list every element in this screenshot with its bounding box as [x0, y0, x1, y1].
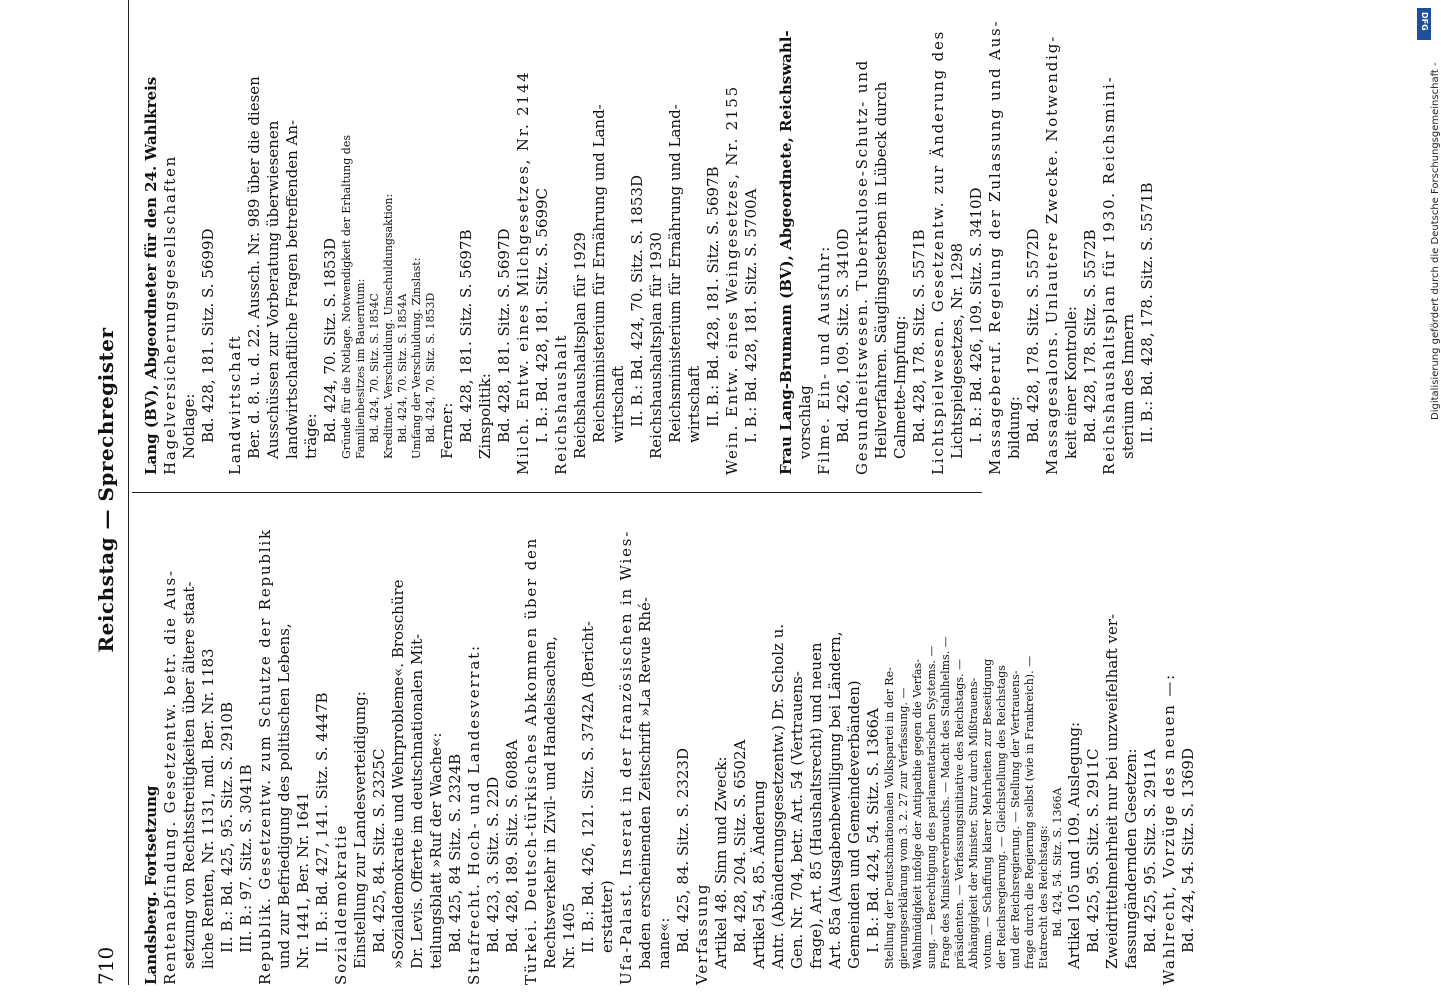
digitization-note: Digitalisierung gefördert durch die Deutsche Forschungsgemeinschaft - [1430, 62, 1441, 420]
right-column-line: I. B.: Bd. 428, 181. Sitz. S. 5700A [742, 188, 760, 443]
page-header [90, 0, 130, 985]
left-column-line: Stellung der Deutschnationalen Volkspartei in der Re- [883, 667, 896, 969]
left-column-line: Frage des Ministerverbrauchs. — Macht des Stahlhelms. — [939, 636, 952, 969]
right-column-line: bildung: [1005, 396, 1023, 459]
left-column-line: II. B.: Bd. 427, 141. Sitz. S. 4447B [313, 692, 331, 953]
right-column-line: Notlage: [180, 393, 198, 459]
left-column-line: II. B.: Bd. 425, 95. Sitz. S. 2910B [218, 702, 236, 953]
right-column-line: Bd. 424, 70. Sitz. S. 1854C [368, 293, 381, 443]
left-column-line: Bd. 425, 95. Sitz. S. 2911C [1084, 748, 1102, 953]
column-divider [132, 492, 982, 493]
right-column-line: Umfang der Verschuldung. Zinslast: [410, 257, 423, 459]
left-column-line: und zur Befriedigung des politischen Lebens, [275, 623, 293, 969]
left-column [142, 515, 1198, 985]
right-column-line: Filme. Ein- und Ausfuhr: [815, 244, 833, 475]
running-head: Reichstag — Sprechregister [94, 327, 118, 653]
right-column-line: Bd. 424, 70. Sitz. S. 1854A [396, 293, 409, 443]
right-column-line: Bd. 428, 178. Sitz. S. 5571B [910, 229, 928, 443]
page-number: 710 [94, 946, 118, 985]
right-column-line: Reichshaushaltsplan für 1929 [571, 232, 589, 459]
right-column-line: wirtschaft [609, 365, 627, 443]
left-column-line: Bd. 425, 84. Sitz. S. 2323D [674, 748, 692, 953]
right-column-line: II. B.: Bd. 424, 70. Sitz. S. 1853D [628, 175, 646, 427]
left-column-line: Artikel 48. Sinn und Zweck: [712, 756, 730, 969]
left-column-line: liche Renten, Nr. 1131, mdl. Ber. Nr. 1183 [199, 648, 217, 969]
right-column-line: Bd. 424, 70. Sitz. S. 1853D [424, 292, 437, 443]
right-column-line: I. B.: Bd. 426, 109. Sitz. S. 3410D [967, 187, 985, 443]
left-column-line: votum. — Schaffung klarer Mehrheiten zur Beseitigung [981, 658, 994, 969]
left-column-line: fassungändernden Gesetzen: [1122, 748, 1140, 969]
right-column-line: Heilverfahren. Säuglingssterben in Lübeck durch [872, 81, 890, 459]
right-column-line: Reichsministerium für Ernährung und Land- [590, 104, 608, 443]
right-column-line [218, 5, 226, 475]
left-column-line: Wahlmüdigkeit infolge der Antipathie gegen die Verfas- [911, 659, 924, 969]
left-column-line: Bd. 428, 189. Sitz. S. 6088A [503, 739, 521, 953]
left-column-line: Gen. Nr. 704, betr. Art. 54 (Vertrauens- [788, 671, 806, 969]
right-column-line: Massagesalons. Unlautere Zwecke. Notwendig- [1043, 35, 1061, 475]
left-column-line: setzung von Rechtsstreitigkeiten über ältere staat- [180, 581, 198, 969]
right-column-line: sterium des Innern [1119, 313, 1137, 459]
right-column-line: träge: [302, 413, 320, 459]
right-column-line: Ber. d. 8. u. d. 22. Aussch. Nr. 989 über die diesen [245, 76, 263, 459]
right-column-line: Bd. 428, 181. Sitz. S. 5697D [495, 228, 513, 443]
right-column-line: landwirtschaftliche Fragen betreffenden An- [283, 119, 301, 459]
right-column-line: vorschlag [796, 385, 814, 459]
left-column-line: Sozialdemokratie [332, 823, 350, 985]
left-column-line: Bd. 428, 204. Sitz. S. 6502A [731, 739, 749, 953]
right-column-line: Ferner: [438, 402, 456, 459]
left-column-line: Artikel 54, 85. Änderung [750, 780, 768, 969]
right-column-line: Ausschüssen zur Vorberatung überwiesenen [264, 120, 282, 459]
left-column-line: Strafrecht. Hoch- und Landesverrat: [465, 644, 483, 985]
right-column-line: Frau Lang-Brumann (BV), Abgeordnete, Reichswahl- [777, 30, 795, 475]
dfg-logo [1417, 8, 1431, 40]
right-column-line: Landwirtschaft [226, 334, 244, 475]
right-column-line: Calmette-Impfung: [891, 315, 909, 459]
right-column-line: Wein. Entw. eines Weingesetzes, Nr. 2155 [723, 85, 741, 475]
left-column-line: Bd. 425, 84 Sitz. S. 2324B [446, 753, 464, 953]
left-column-line: Verfassung [693, 882, 711, 985]
left-column-line: Rentenabfindung. Gesetzentw. betr. die Aus- [161, 569, 179, 985]
left-column-line: Ufa-Palast. Inserat in der französischen in Wies- [617, 529, 635, 985]
left-column-line: präsidenten. — Verfassungsinitiative des Reichstags. — [953, 659, 966, 969]
right-column-line: Bd. 428, 181. Sitz. S. 5699D [199, 228, 217, 443]
right-column-line: Bd. 426, 109. Sitz. S. 3410D [834, 228, 852, 443]
left-column-line: baden erscheinenden Zeitschrift »La Revue Rhé- [636, 597, 654, 969]
right-column-line: Reichshaushalt [552, 333, 570, 475]
header-rule [128, 0, 129, 985]
right-column-line: II. B.: Bd. 428, 181. Sitz. S. 5697B [704, 166, 722, 427]
left-column-line: sung. — Berechtigung des parlamentarischen Systems. — [925, 645, 938, 969]
left-column-line: Republik. Gesetzentw. zum Schutze der Republik [256, 528, 274, 985]
right-column-line: Gründe für die Notlage. Notwendigkeit der Erhaltung des [340, 135, 353, 459]
left-column-line: teilungsblatt »Ruf der Wache«: [427, 732, 445, 969]
left-column-line: III. B.: 97. Sitz. S. 3041B [237, 764, 255, 953]
left-column-line: Nr. 1441, Ber. Nr. 1641 [294, 791, 312, 969]
right-column-line: Reichshaushaltsplan für 1930. Reichsmini- [1100, 75, 1118, 475]
left-column-line: Gemeinden und Gemeindeverbänden) [845, 680, 863, 969]
left-column-line: Rechtsverkehr in Zivil- und Handelssachen, [541, 636, 559, 969]
right-column-line: Hagelversicherungsgesellschaften [161, 154, 179, 475]
left-column-line: Wahlrecht, Vorzüge des neuen —: [1160, 673, 1178, 985]
right-column-line [769, 5, 777, 475]
right-column-line: Lang (BV), Abgeordneter für den 24. Wahlkreis [142, 76, 160, 475]
left-column-line: Bd. 425, 95. Sitz. S. 2911A [1141, 749, 1159, 953]
left-column-line: frage durch die Regierung selbst (wie in Frankreich). — [1023, 655, 1036, 969]
left-column-line: und der Reichsregierung. — Stellung der Vertrauens- [1009, 670, 1022, 969]
right-column-line: Lichtspielwesen. Gesetzentw. zur Änderung des [929, 29, 947, 475]
right-column-line: II. B.: Bd. 428, 178. Sitz. S. 5571B [1138, 182, 1156, 443]
right-column-line: wirtschaft [685, 365, 703, 443]
left-column-line: Antr. (Abänderungsgesetzentw.) Dr. Scholz u. [769, 623, 787, 969]
right-column-line: I. B.: Bd. 428, 181. Sitz. S. 5699C [533, 187, 551, 443]
right-column [142, 5, 1157, 475]
left-column-line: Bd. 424, 54. Sitz. S. 1369D [1179, 748, 1197, 953]
left-column-line: Artikel 105 und 109. Auslegung: [1065, 721, 1083, 969]
left-column-line: Art. 85a (Ausgabenbewilligung bei Ländern, [826, 631, 844, 969]
right-column-line: Familienbesitzes im Bauerntum: [354, 278, 367, 459]
right-column-line: Bd. 428, 181. Sitz. S. 5697B [457, 229, 475, 443]
right-column-line: Bd. 428, 178. Sitz. S. 5572B [1081, 229, 1099, 443]
left-column-line: Bd. 423, 3. Sitz. S. 22D [484, 776, 502, 953]
left-column-line: nane«: [655, 917, 673, 969]
left-column-line: Türkei. Deutsch-türkisches Abkommen über den [522, 536, 540, 985]
right-column-line: Massageberuf. Regelung der Zulassung und Aus- [986, 19, 1004, 475]
right-column-line: Reichsministerium für Ernährung und Land- [666, 104, 684, 443]
left-column-line: Zweidrittelmehrheit nur bei unzweifelhaft ver- [1103, 613, 1121, 969]
right-column-line: Bd. 424, 70. Sitz. S. 1853D [321, 238, 339, 443]
right-column-line: Reichshaushaltsplan für 1930 [647, 232, 665, 459]
left-column-line: gierungserklärung vom 3. 2. 27 zur Verfassung. — [897, 687, 910, 969]
left-column-line: Dr. Levis. Offerte im deutschnationalen Mit- [408, 633, 426, 969]
left-column-line: erstatter) [598, 880, 616, 953]
left-column-line: »Sozialdemokratie und Wehrprobleme«. Broschüre [389, 579, 407, 969]
right-column-line [761, 5, 769, 475]
rotated-page [90, 0, 1305, 985]
right-column-line: Kreditnot. Verschuldung. Umschuldungsaktion: [382, 193, 395, 459]
right-column-line: Bd. 428, 178. Sitz. S. 5572D [1024, 228, 1042, 443]
left-column-line: II. B.: Bd. 426, 121. Sitz. S. 3742A (Bericht- [579, 621, 597, 953]
left-column-line: Abhängigkeit der Minister, Sturz durch Mißtrauens- [967, 677, 980, 969]
left-column-line: Bd. 425, 84. Sitz. S. 2325C [370, 748, 388, 953]
left-column-line: Bd. 424, 54. Sitz. S. 1366A [1051, 787, 1064, 937]
dfg-logo-text: DFG [1420, 12, 1429, 31]
left-column-line: Nr. 1405 [560, 902, 578, 969]
right-column-line: Gesundheitswesen. Tuberkulose-Schutz- und [853, 58, 871, 475]
right-column-line: Lichtspielgesetzes, Nr. 1298 [948, 242, 966, 459]
left-column-line: Etatrecht des Reichstags: [1037, 825, 1050, 969]
right-column-line: keit einer Kontrolle: [1062, 306, 1080, 459]
right-column-line: Milch. Entw. eines Milchgesetzes, Nr. 2144 [514, 70, 532, 475]
left-column-line: I. B.: Bd. 424, 54. Sitz. S. 1366A [864, 708, 882, 953]
left-column-line: frage), Art. 85 (Haushaltsrecht) und neuen [807, 642, 825, 969]
right-column-line: Zinspolitik: [476, 373, 494, 459]
left-column-line: der Reichsregierung. — Gleichstellung des Reichstags [995, 665, 1008, 969]
left-column-line: Landsberg. Fortsetzung [142, 785, 160, 985]
left-column-line: Einstellung zur Landesverteidigung: [351, 691, 369, 969]
